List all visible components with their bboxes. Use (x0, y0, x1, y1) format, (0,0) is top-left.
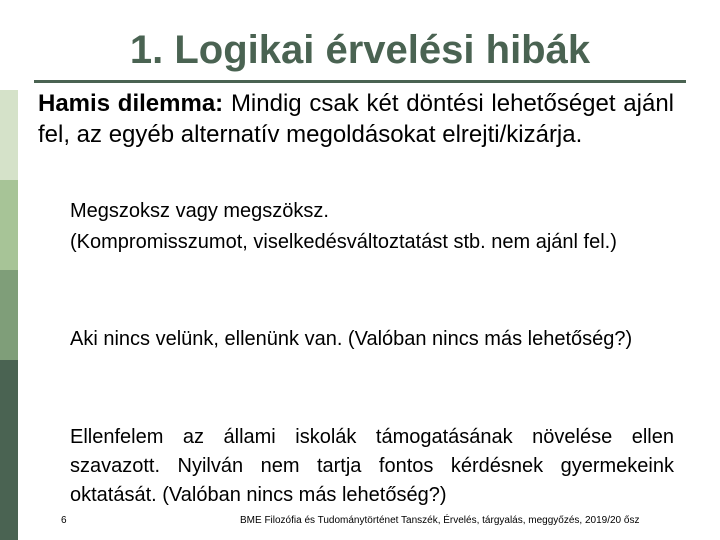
example-3: Ellenfelem az állami iskolák támogatásának növelése ellen szavazott. Nyilván nem tartja fontos kérdésnek gyermekeink oktatását. (Valóban nincs más lehetőség?) (70, 426, 674, 506)
side-bar-segment (0, 360, 18, 540)
footer-text: BME Filozófia és Tudománytörténet Tanszék, Érvelés, tárgyalás, meggyőzés, 2019/20 ősz (240, 515, 640, 526)
side-bar-segment (0, 90, 18, 180)
definition-text: Mindig csak két döntési lehetőséget ajánl fel, az egyéb alternatív megoldásokat elrejti/kizárja. (38, 90, 674, 148)
side-bar-segment (0, 270, 18, 360)
term-label: Hamis dilemma: (38, 90, 224, 117)
side-bar-segment (0, 0, 18, 90)
page-number: 6 (61, 515, 67, 526)
example-2: Aki nincs velünk, ellenünk van. (Valóban nincs más lehetőség?) (70, 328, 633, 350)
slide-title: 1. Logikai érvelési hibák (129, 28, 591, 72)
example-1-note: (Kompromisszumot, viselkedésváltoztatást stb. nem ajánl fel.) (70, 231, 617, 253)
example-1: Megszoksz vagy megszöksz. (70, 200, 329, 222)
side-bar-segment (0, 180, 18, 270)
definition-paragraph (38, 88, 674, 150)
title-divider (34, 80, 686, 83)
